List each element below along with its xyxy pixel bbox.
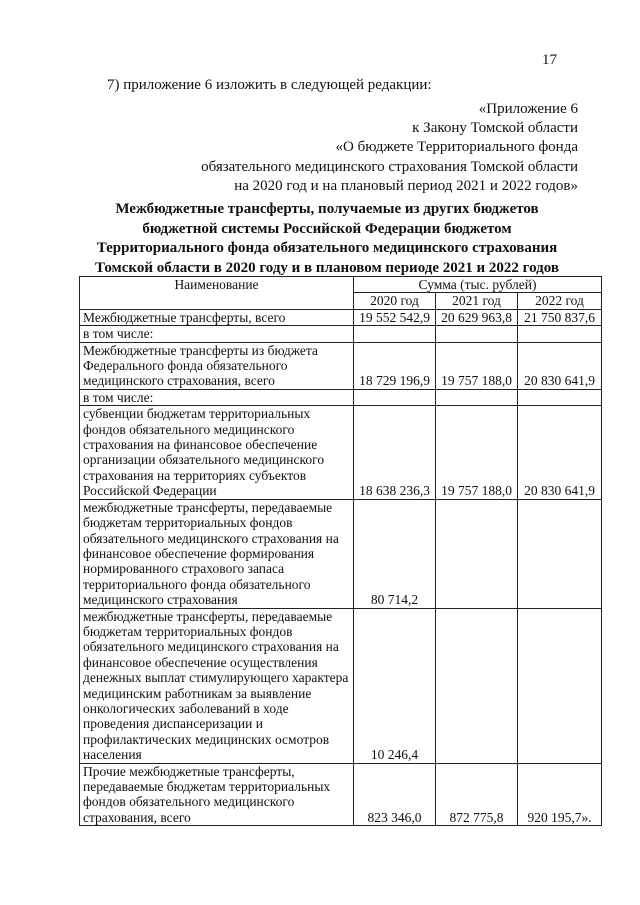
table-row	[80, 342, 602, 389]
row-name: межбюджетные трансферты, передаваемые бюджетам территориальных фондов обязательного медицинского страхования на финансовое обеспечение осуществления денежных выплат стимулирующего характера медицинским работникам за выявление онкологических заболеваний в ходе проведения диспансеризации и профилактических медицинских осмотров населения	[80, 608, 354, 763]
table-row	[80, 763, 602, 826]
appendix-line: на 2020 год и на плановый период 2021 и 2022 годов»	[234, 177, 578, 194]
year-2020: 2020 год	[354, 293, 436, 309]
header-sum: Сумма (тыс. рублей)	[354, 277, 602, 293]
row-name: Межбюджетные трансферты, всего	[80, 309, 354, 325]
appendix-line: «Приложение 6	[478, 101, 578, 117]
value-2022	[518, 608, 602, 763]
table-row	[80, 406, 602, 499]
appendix-header	[201, 100, 578, 196]
row-name: межбюджетные трансферты, передаваемые бюджетам территориальных фондов обязательного медицинского страхования на финансовое обеспечение формирования нормированного страхового запаса территориального фонда обязательного медицинского страхования	[80, 499, 354, 608]
row-name: субвенции бюджетам территориальных фондов обязательного медицинского страхования на финансовое обеспечение организации обязательного медицинского страхования на территориях субъектов Российской Федерации	[80, 406, 354, 499]
value-2021	[436, 326, 518, 342]
appendix-line: к Закону Томской области	[412, 120, 578, 137]
value-2022	[518, 499, 602, 608]
transfers-table	[79, 276, 602, 826]
value-2022: 20 830 641,9	[518, 342, 602, 389]
appendix-line: обязательного медицинского страхования Томской области	[201, 158, 578, 175]
value-2021	[436, 499, 518, 608]
value-2020	[354, 326, 436, 342]
intro-text: 7) приложение 6 изложить в следующей редакции:	[107, 77, 432, 93]
value-2021	[436, 608, 518, 763]
value-2022: 920 195,7».	[518, 763, 602, 826]
table-row	[80, 608, 602, 763]
value-2021: 872 775,8	[436, 763, 518, 826]
value-2020: 18 638 236,3	[354, 406, 436, 499]
value-2020: 823 346,0	[354, 763, 436, 826]
value-2020: 10 246,4	[354, 608, 436, 763]
year-2021: 2021 год	[436, 293, 518, 309]
value-2021	[436, 389, 518, 405]
row-name: в том числе:	[80, 389, 354, 405]
value-2022: 21 750 837,6	[518, 309, 602, 325]
row-name: Межбюджетные трансферты из бюджета Федерального фонда обязательного медицинского страхования, всего	[80, 342, 354, 389]
value-2022: 20 830 641,9	[518, 406, 602, 499]
page-number: 17	[542, 52, 557, 68]
row-name: Прочие межбюджетные трансферты, передаваемые бюджетам территориальных фондов обязательного медицинского страхования, всего	[80, 763, 354, 826]
document-title: Межбюджетные трансферты, получаемые из других бюджетов бюджетной системы Российской Федерации бюджетом Территориального фонда обязательного медицинского страхования Томской области в 2020 году и в плановом периоде 2021 и 2022 годов	[95, 201, 559, 276]
value-2022	[518, 389, 602, 405]
value-2021: 19 757 188,0	[436, 342, 518, 389]
row-name: в том числе:	[80, 326, 354, 342]
table-row	[80, 326, 602, 342]
table-row	[80, 309, 602, 325]
value-2020: 19 552 542,9	[354, 309, 436, 325]
value-2022	[518, 326, 602, 342]
table-row	[80, 389, 602, 405]
value-2020	[354, 389, 436, 405]
table-header-row	[80, 277, 602, 293]
value-2021: 19 757 188,0	[436, 406, 518, 499]
table-row	[80, 499, 602, 608]
appendix-line: «О бюджете Территориального фонда	[335, 139, 578, 156]
value-2021: 20 629 963,8	[436, 309, 518, 325]
value-2020: 18 729 196,9	[354, 342, 436, 389]
year-2022: 2022 год	[518, 293, 602, 309]
value-2020: 80 714,2	[354, 499, 436, 608]
header-name: Наименование	[80, 277, 354, 310]
